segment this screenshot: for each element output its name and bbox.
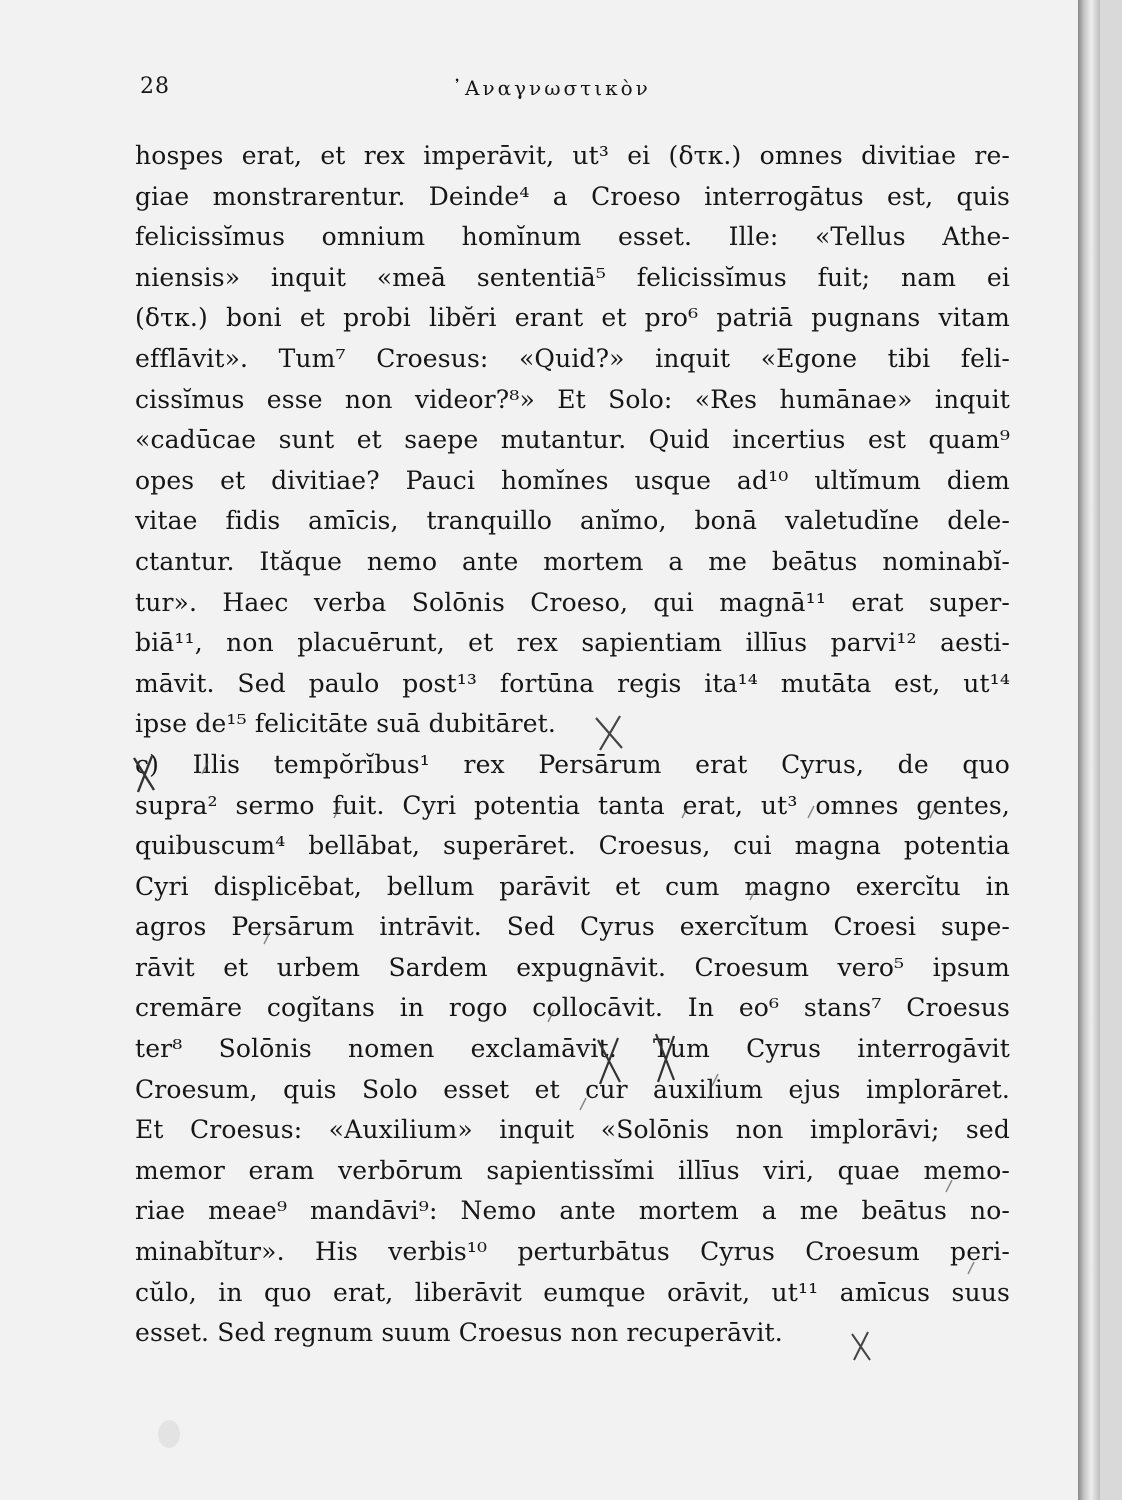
pencil-cross-mark-4	[848, 1326, 876, 1364]
page-number: 28	[140, 74, 170, 99]
text-line: «cadūcae sunt et saepe mutantur. Quid incertius est quam⁹	[135, 425, 1010, 455]
text-line: giae monstrarentur. Deinde⁴ a Croeso interrogātus est, quis	[135, 181, 1010, 211]
text-line: minabĭtur». His verbis¹⁰ perturbātus Cyrus Croesum peri-	[135, 1237, 1010, 1267]
text-line: hospes erat, et rex imperāvit, ut³ ei (δτκ.) omnes divitiae re-	[135, 141, 1010, 170]
pencil-cross-mark-3	[592, 1030, 682, 1090]
text-line: efflāvit». Tum⁷ Croesus: «Quid?» inquit «Egone tibi feli-	[135, 343, 1010, 373]
text-line: Cyri displicēbat, bellum parāvit et cum magno exercĭtu in	[135, 871, 1010, 901]
text-line: ter⁸ Solōnis nomen exclamāvit. Tum Cyrus interrogāvit	[135, 1034, 1010, 1064]
text-line: opes et divitiae? Pauci homĭnes usque ad¹⁰ ultĭmum diem	[135, 465, 1010, 495]
text-line: esset. Sed regnum suum Croesus non recuperāvit.	[135, 1318, 783, 1348]
pencil-cross-mark-2	[128, 752, 162, 794]
text-line: cissĭmus esse non videor?⁸» Et Solo: «Res humānae» inquit	[135, 384, 1010, 414]
text-line: Et Croesus: «Auxilium» inquit «Solōnis non implorāvi; sed	[135, 1115, 1010, 1145]
text-line: vitae fidis amīcis, tranquillo anĭmo, bonā valetudĭne dele-	[135, 506, 1010, 536]
text-line: Croesum, quis Solo esset et cur auxilium ejus implorāret.	[135, 1074, 1010, 1104]
text-line: cremāre cogĭtans in rogo collocāvit. In eo⁶ stans⁷ Croesus	[135, 993, 1010, 1023]
pencil-cross-mark-1	[592, 712, 626, 752]
text-line: felicissĭmus omnium homĭnum esset. Ille: «Tellus Athe-	[135, 222, 1010, 252]
text-line: māvit. Sed paulo post¹³ fortūna regis ita¹⁴ mutāta est, ut¹⁴	[135, 668, 1010, 698]
running-title: ᾿Αναγνωστικὸν	[452, 76, 651, 100]
text-line: supra² sermo fuit. Cyri potentia tanta erat, ut³ omnes gentes,	[135, 790, 1010, 820]
text-line: agros Persārum intrāvit. Sed Cyrus exercĭtum Croesi supe-	[135, 912, 1010, 942]
page-header	[140, 74, 1010, 114]
text-line: riae meae⁹ mandāvi⁹: Nemo ante mortem a me beātus no-	[135, 1196, 1010, 1226]
page-smudge	[158, 1420, 180, 1448]
text-line: ctantur. Ităque nemo ante mortem a me beātus nominabĭ-	[135, 546, 1010, 576]
latin-reading-text	[135, 136, 1010, 1354]
text-line: memor eram verbōrum sapientissĭmi illīus viri, quae memo-	[135, 1155, 1010, 1185]
text-line: c) Illis tempŏrĭbus¹ rex Persārum erat Cyrus, de quo	[135, 749, 1010, 779]
text-line: quibuscum⁴ bellābat, superāret. Croesus, cui magna potentia	[135, 831, 1010, 861]
text-line: rāvit et urbem Sardem expugnāvit. Croesum vero⁵ ipsum	[135, 952, 1010, 982]
text-line: tur». Haec verba Solōnis Croeso, qui magnā¹¹ erat super-	[135, 587, 1010, 617]
text-line: ipse de¹⁵ felicitāte suā dubitāret.	[135, 709, 556, 739]
text-line: niensis» inquit «meā sententiā⁵ felicissĭmus fuit; nam ei	[135, 262, 1010, 292]
text-line: cŭlo, in quo erat, liberāvit eumque orāvit, ut¹¹ amīcus suus	[135, 1277, 1010, 1307]
page-binding-edge	[1078, 0, 1100, 1500]
text-line: (δτκ.) boni et probi libĕri erant et pro⁶ patriā pugnans vitam	[135, 303, 1010, 333]
text-line: biā¹¹, non placuērunt, et rex sapientiam illīus parvi¹² aesti-	[135, 628, 1010, 658]
